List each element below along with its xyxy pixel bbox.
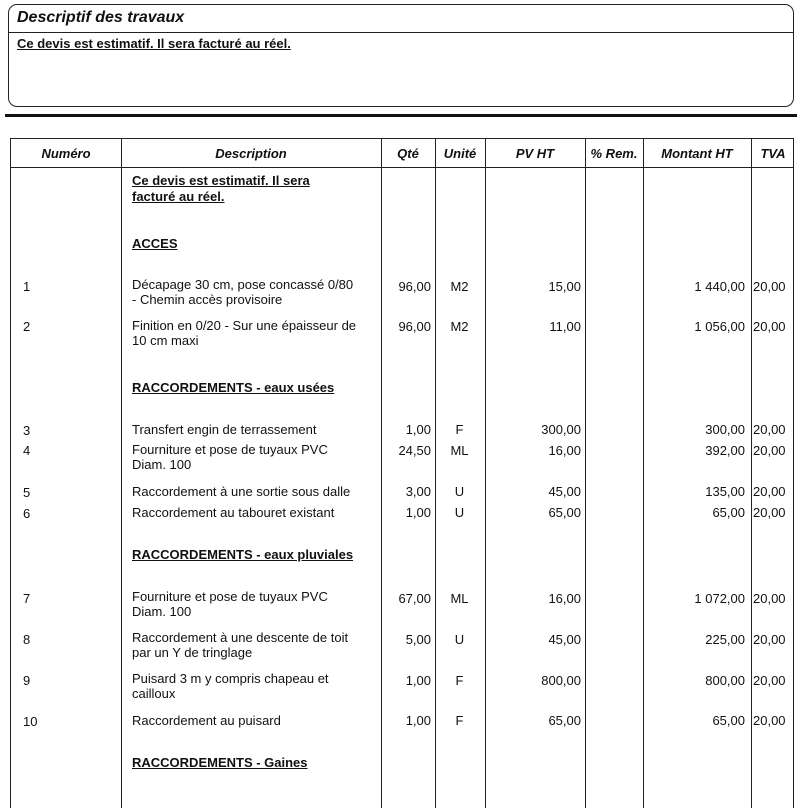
row-number: 5 [23,485,31,500]
row-qte: 96,00 [398,279,431,294]
row-number: 4 [23,443,31,458]
row-qte: 67,00 [398,591,431,606]
row-qte: 1,00 [405,673,431,688]
section-heading: RACCORDEMENTS - Gaines [132,755,308,770]
row-unite: U [454,484,465,499]
descriptif-title: Descriptif des travaux [17,9,185,26]
row-tva: 20,00 [753,505,786,520]
row-description: Fourniture et pose de tuyaux PVC [132,442,328,457]
row-description: cailloux [132,686,176,701]
descriptif-box [8,4,794,107]
row-description: Puisard 3 m y compris chapeau et [132,671,329,686]
row-qte: 5,00 [405,632,431,647]
intro-line: Ce devis est estimatif. Il sera [132,173,310,188]
row-montant: 65,00 [712,713,745,728]
header-pv-ht: PV HT [515,146,555,161]
row-montant: 1 440,00 [694,279,745,294]
header-unite: Unité [443,146,477,161]
row-montant: 225,00 [705,632,745,647]
row-qte: 1,00 [405,422,431,437]
row-montant: 1 072,00 [694,591,745,606]
row-pv: 65,00 [548,713,581,728]
row-description: Diam. 100 [132,604,192,619]
row-montant: 800,00 [705,673,745,688]
quote-table [10,138,794,808]
row-tva: 20,00 [753,713,786,728]
row-unite: ML [450,443,469,458]
row-qte: 1,00 [405,713,431,728]
row-pv: 16,00 [548,443,581,458]
row-number: 9 [23,673,31,688]
row-pv: 11,00 [549,319,581,334]
row-montant: 135,00 [705,484,745,499]
header-remise: % Rem. [590,146,638,161]
row-pv: 300,00 [541,422,581,437]
row-pv: 45,00 [548,484,581,499]
row-qte: 96,00 [398,319,431,334]
col-divider [121,139,122,808]
header-qte: Qté [397,146,419,161]
row-number: 2 [23,319,31,334]
row-qte: 24,50 [398,443,431,458]
section-heading: RACCORDEMENTS - eaux usées [132,380,335,395]
section-rule [5,114,797,117]
row-number: 8 [23,632,31,647]
row-number: 6 [23,506,31,521]
row-tva: 20,00 [753,591,786,606]
row-pv: 45,00 [548,632,581,647]
header-description: Description [215,146,287,161]
row-description: Raccordement à une sortie sous dalle [132,484,351,499]
header-divider [11,167,793,168]
descriptif-note: Ce devis est estimatif. Il sera facturé au réel. [17,36,291,51]
row-pv: 16,00 [548,591,581,606]
row-tva: 20,00 [753,484,786,499]
header-numero: Numéro [41,146,91,161]
row-description: Diam. 100 [132,457,192,472]
section-heading: RACCORDEMENTS - eaux pluviales [132,547,354,562]
row-description: Fourniture et pose de tuyaux PVC [132,589,328,604]
row-qte: 3,00 [405,484,431,499]
row-unite: ML [450,591,469,606]
header-tva: TVA [760,146,786,161]
row-tva: 20,00 [753,279,786,294]
row-tva: 20,00 [753,422,786,437]
row-tva: 20,00 [753,319,786,334]
row-description: Raccordement au tabouret existant [132,505,335,520]
row-pv: 800,00 [541,673,581,688]
row-montant: 300,00 [705,422,745,437]
col-divider [485,139,486,808]
row-description: Raccordement à une descente de toit [132,630,349,645]
row-description: 10 cm maxi [132,333,199,348]
row-montant: 65,00 [712,505,745,520]
row-montant: 1 056,00 [694,319,745,334]
row-unite: U [454,505,465,520]
header-montant-ht: Montant HT [661,146,733,161]
row-number: 1 [23,279,31,294]
row-number: 3 [23,423,31,438]
intro-line: facturé au réel. [132,189,225,204]
row-unite: F [455,673,464,688]
col-divider [751,139,752,808]
row-unite: F [455,422,464,437]
col-divider [435,139,436,808]
row-description: Finition en 0/20 - Sur une épaisseur de [132,318,357,333]
row-pv: 65,00 [548,505,581,520]
col-divider [585,139,586,808]
row-unite: M2 [450,279,469,294]
row-tva: 20,00 [753,443,786,458]
row-description: - Chemin accès provisoire [132,292,283,307]
row-qte: 1,00 [405,505,431,520]
row-description: par un Y de tringlage [132,645,253,660]
row-description: Transfert engin de terrassement [132,422,317,437]
row-tva: 20,00 [753,632,786,647]
row-description: Décapage 30 cm, pose concassé 0/80 [132,277,354,292]
row-unite: M2 [450,319,469,334]
row-unite: F [455,713,464,728]
row-number: 10 [23,714,38,729]
row-number: 7 [23,591,31,606]
row-description: Raccordement au puisard [132,713,281,728]
row-unite: U [454,632,465,647]
row-pv: 15,00 [548,279,581,294]
section-heading: ACCES [132,236,178,251]
col-divider [643,139,644,808]
row-tva: 20,00 [753,673,786,688]
descriptif-divider [9,32,793,33]
row-montant: 392,00 [705,443,745,458]
col-divider [381,139,382,808]
